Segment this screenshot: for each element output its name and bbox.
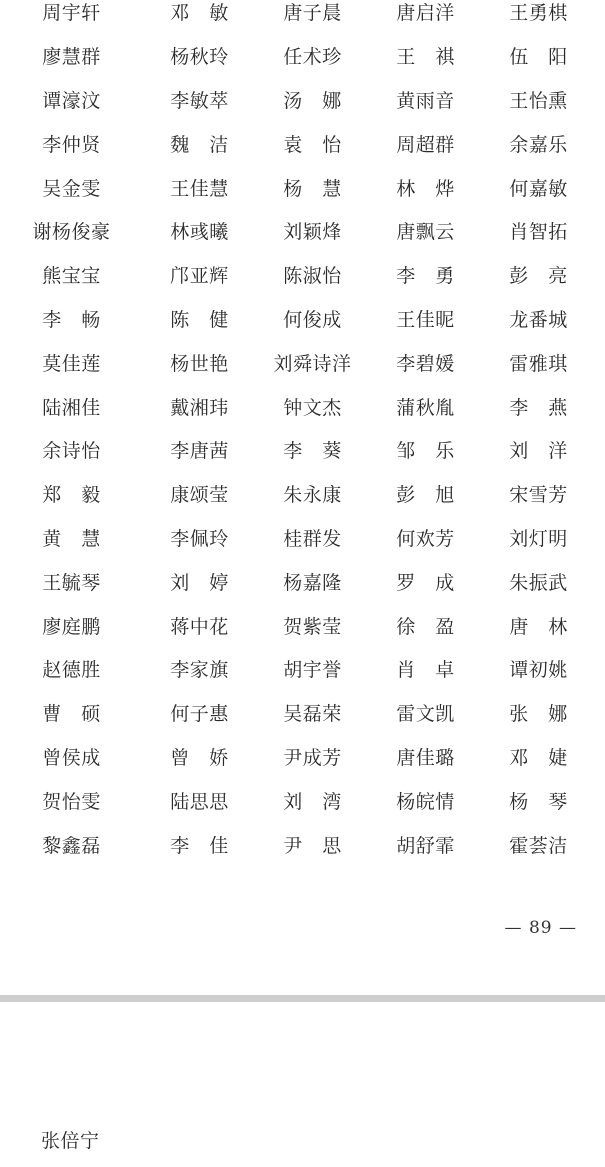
name-cell: 李敏萃 — [170, 89, 229, 112]
name-cell: 肖智拓 — [509, 221, 568, 244]
name-cell: 莫佳莲 — [42, 352, 101, 375]
name-cell: 熊宝宝 — [42, 265, 101, 288]
name-cell: 刘舜诗洋 — [273, 352, 352, 375]
name-cell: 彭 亮 — [509, 265, 568, 288]
name-cell: 刘颖烽 — [283, 221, 342, 244]
name-cell: 陈淑怡 — [283, 265, 342, 288]
name-cell: 杨 琴 — [509, 790, 568, 813]
name-cell: 刘 湾 — [283, 790, 342, 813]
name-cell: 陆湘佳 — [42, 396, 101, 419]
name-cell: 吴磊荣 — [283, 703, 342, 726]
name-cell: 李仲贤 — [42, 133, 101, 156]
name-cell: 邓 敏 — [170, 2, 229, 25]
name-cell: 贺怡雯 — [42, 790, 101, 813]
name-cell: 肖 卓 — [396, 659, 455, 682]
name-cell: 王毓琴 — [42, 571, 101, 594]
name-cell: 汤 娜 — [283, 89, 342, 112]
name-cell: 唐佳璐 — [396, 746, 455, 769]
name-cell: 陈 健 — [170, 308, 229, 331]
name-cell: 李 燕 — [509, 396, 568, 419]
name-cell: 廖慧群 — [42, 46, 101, 69]
name-cell: 唐飘云 — [396, 221, 455, 244]
name-cell: 余嘉乐 — [509, 133, 568, 156]
name-cell: 袁 怡 — [283, 133, 342, 156]
name-cell: 康颂莹 — [170, 484, 229, 507]
name-cell: 霍荟洁 — [509, 834, 568, 857]
name-cell: 林 烨 — [396, 177, 455, 200]
name-cell: 黄 慧 — [42, 527, 101, 550]
name-cell: 伍 阳 — [509, 46, 568, 69]
name-cell: 王怡熏 — [509, 89, 568, 112]
name-cell: 陆思思 — [170, 790, 229, 813]
name-cell: 张 娜 — [509, 703, 568, 726]
name-cell: 朱振武 — [509, 571, 568, 594]
name-cell: 杨 慧 — [283, 177, 342, 200]
name-cell: 何俊成 — [283, 308, 342, 331]
name-cell: 邝亚辉 — [170, 265, 229, 288]
name-cell: 贺紫莹 — [283, 615, 342, 638]
name-cell: 李 勇 — [396, 265, 455, 288]
next-document-page — [0, 1002, 605, 1167]
page-number: — 89 — — [504, 918, 577, 938]
name-cell: 杨嘉隆 — [283, 571, 342, 594]
name-cell: 李家旗 — [170, 659, 229, 682]
name-cell: 郑 毅 — [42, 484, 101, 507]
name-cell: 钟文杰 — [283, 396, 342, 419]
name-cell: 曾 娇 — [170, 746, 229, 769]
name-cell: 朱永康 — [283, 484, 342, 507]
name-cell: 谭初姚 — [509, 659, 568, 682]
name-cell: 黎鑫磊 — [42, 834, 101, 857]
name-cell: 王佳慧 — [170, 177, 229, 200]
name-cell: 李 葵 — [283, 440, 342, 463]
name-cell: 刘灯明 — [509, 527, 568, 550]
name-cell: 何子惠 — [170, 703, 229, 726]
name-cell: 刘 洋 — [509, 440, 568, 463]
name-cell: 谢杨俊豪 — [32, 221, 111, 244]
name-cell: 曾侯成 — [42, 746, 101, 769]
name-cell: 谭濠汶 — [42, 89, 101, 112]
name-cell: 林彧曦 — [170, 221, 229, 244]
name-cell: 魏 洁 — [170, 133, 229, 156]
name-cell: 杨世艳 — [170, 352, 229, 375]
name-cell: 雷雅琪 — [509, 352, 568, 375]
name-cell: 何嘉敏 — [509, 177, 568, 200]
name-cell: 唐 林 — [509, 615, 568, 638]
name-cell: 彭 旭 — [396, 484, 455, 507]
name-cell: 李唐茜 — [170, 440, 229, 463]
name-cell: 李 畅 — [42, 308, 101, 331]
name-cell: 王 祺 — [396, 46, 455, 69]
name-cell: 黄雨音 — [396, 89, 455, 112]
name-cell: 王勇棋 — [509, 2, 568, 25]
name-cell: 尹 思 — [283, 834, 342, 857]
name-cell: 蒲秋胤 — [396, 396, 455, 419]
name-cell: 任术珍 — [283, 46, 342, 69]
page-separator — [0, 995, 605, 1002]
name-cell: 赵德胜 — [42, 659, 101, 682]
name-cell: 胡舒霏 — [396, 834, 455, 857]
name-cell: 周超群 — [396, 133, 455, 156]
name-cell: 戴湘玮 — [170, 396, 229, 419]
name-cell: 李 佳 — [170, 834, 229, 857]
name-cell: 雷文凯 — [396, 703, 455, 726]
name-cell: 唐启洋 — [396, 2, 455, 25]
name-cell: 邓 婕 — [509, 746, 568, 769]
name-cell: 吴金雯 — [42, 177, 101, 200]
name-cell: 蒋中花 — [170, 615, 229, 638]
name-cell: 余诗怡 — [42, 440, 101, 463]
name-cell: 尹成芳 — [283, 746, 342, 769]
name-cell: 徐 盈 — [396, 615, 455, 638]
name-cell: 王佳昵 — [396, 308, 455, 331]
name-cell: 李碧媛 — [396, 352, 455, 375]
name-cell: 邹 乐 — [396, 440, 455, 463]
name-cell: 龙番城 — [509, 308, 568, 331]
name-cell: 廖庭鹏 — [42, 615, 101, 638]
name-cell: 唐子晨 — [283, 2, 342, 25]
name-cell: 杨皖情 — [396, 790, 455, 813]
name-cell: 李佩玲 — [170, 527, 229, 550]
name-cell: 桂群发 — [283, 527, 342, 550]
name-cell: 周宇轩 — [42, 2, 101, 25]
name-cell: 杨秋玲 — [170, 46, 229, 69]
name-cell: 张倍宁 — [41, 1130, 100, 1152]
name-cell: 罗 成 — [396, 571, 455, 594]
name-cell: 刘 婷 — [170, 571, 229, 594]
name-cell: 胡宇誉 — [283, 659, 342, 682]
name-cell: 宋雪芳 — [509, 484, 568, 507]
name-cell: 何欢芳 — [396, 527, 455, 550]
name-cell: 曹 硕 — [42, 703, 101, 726]
